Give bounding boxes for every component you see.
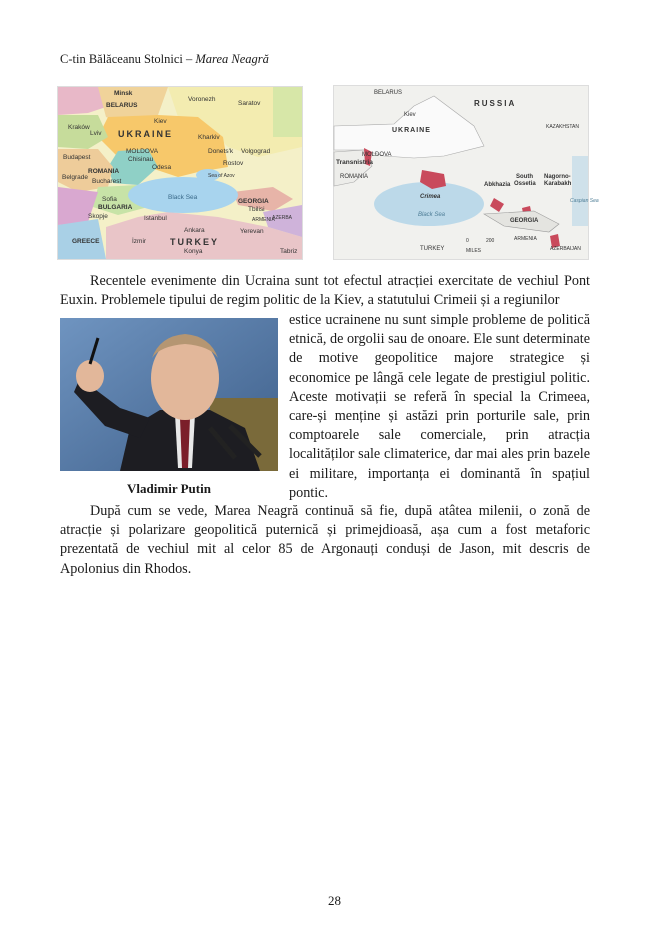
svg-text:Sofia: Sofia bbox=[102, 196, 117, 203]
svg-text:Bucharest: Bucharest bbox=[92, 178, 122, 185]
svg-text:Odesa: Odesa bbox=[152, 164, 172, 171]
svg-text:Istanbul: Istanbul bbox=[144, 215, 167, 222]
svg-text:TURKEY: TURKEY bbox=[170, 237, 220, 247]
svg-text:AZERBAIJAN: AZERBAIJAN bbox=[550, 246, 581, 252]
svg-text:BELARUS: BELARUS bbox=[374, 90, 403, 96]
svg-text:UKRAINE: UKRAINE bbox=[118, 129, 174, 139]
svg-text:MOLDOVA: MOLDOVA bbox=[126, 148, 159, 155]
svg-text:İzmir: İzmir bbox=[132, 238, 147, 245]
svg-text:Chisinau: Chisinau bbox=[128, 156, 154, 163]
svg-text:GEORGIA: GEORGIA bbox=[238, 198, 269, 205]
svg-text:Volgograd: Volgograd bbox=[241, 148, 271, 155]
svg-text:Kraków: Kraków bbox=[68, 124, 90, 131]
svg-text:RUSSIA: RUSSIA bbox=[474, 99, 517, 108]
svg-text:200: 200 bbox=[486, 238, 495, 244]
svg-text:Abkhazia: Abkhazia bbox=[484, 182, 511, 188]
svg-text:Donets'k: Donets'k bbox=[208, 148, 234, 155]
svg-text:UKRAINE: UKRAINE bbox=[392, 127, 431, 134]
page-number: 28 bbox=[328, 893, 341, 908]
svg-text:Karabakh: Karabakh bbox=[544, 181, 572, 187]
header-author: C-tin Bălăceanu Stolnici – bbox=[60, 52, 196, 66]
svg-text:Budapest: Budapest bbox=[63, 154, 91, 161]
svg-text:Tbilisi: Tbilisi bbox=[248, 206, 265, 213]
svg-text:Belgrade: Belgrade bbox=[62, 174, 89, 181]
paragraph-conclusion: După cum se vede, Marea Neagră continuă să fie, după atâtea milenii, o zonă de atracție și polarizare geopolitică puternică și primejdioasă, așa cum a fost metaforic prezentată de vechiul mit al celor 85 de Argonauți conduși de Jason, mit descris de Apolonius din Rhodos. bbox=[60, 503, 590, 577]
svg-text:Kharkiv: Kharkiv bbox=[198, 134, 220, 141]
svg-text:ROMANIA: ROMANIA bbox=[88, 168, 120, 175]
svg-text:ARMENIA: ARMENIA bbox=[514, 236, 537, 242]
svg-text:Saratov: Saratov bbox=[238, 100, 261, 107]
map-frozen-conflicts bbox=[334, 86, 599, 259]
svg-text:Rostov: Rostov bbox=[223, 160, 244, 167]
portrait-photo bbox=[60, 318, 278, 471]
svg-text:Ankara: Ankara bbox=[184, 227, 205, 234]
svg-text:ARMENIA: ARMENIA bbox=[252, 217, 275, 223]
paragraph-intro: Recentele evenimente din Ucraina sunt tot efectul atracției exercitate de vechiul Pont Euxin. Problemele tipului de regim politic de la Kiev, a statutului Crimeii și a regiunilor bbox=[60, 273, 590, 309]
svg-text:MOLDOVA: MOLDOVA bbox=[362, 152, 392, 158]
svg-text:Kiev: Kiev bbox=[404, 112, 416, 118]
svg-text:South: South bbox=[516, 174, 533, 180]
map-black-sea-region bbox=[58, 87, 302, 259]
svg-text:Voronezh: Voronezh bbox=[188, 96, 216, 103]
svg-text:BULGARIA: BULGARIA bbox=[98, 204, 133, 211]
svg-text:ROMANIA: ROMANIA bbox=[340, 174, 369, 180]
svg-text:Lviv: Lviv bbox=[90, 130, 102, 137]
svg-text:GREECE: GREECE bbox=[72, 238, 100, 245]
svg-text:BELARUS: BELARUS bbox=[106, 102, 138, 109]
svg-text:TURKEY: TURKEY bbox=[420, 246, 445, 252]
svg-text:Minsk: Minsk bbox=[114, 90, 133, 97]
svg-text:0: 0 bbox=[466, 238, 469, 244]
paragraph-crimea: estice ucrainene nu sunt simple probleme de politică etnică, de orgolii sau de onoare. Ele sunt determinate de motive geopolitice majore strategice și economice pe lângă cele legate de prestigiul politic. Aceste motivații se referă în special la Crimeea, care-și menține și astăzi prin porturile sale, prin comptoarele sale comerciale, prin atracția localităților sale climaterice, dar mai ales prin bazele ei militare, importanța ei dominantă în spațiul pontic. bbox=[289, 312, 590, 501]
svg-text:Ossetia: Ossetia bbox=[514, 181, 536, 187]
svg-text:Yerevan: Yerevan bbox=[240, 228, 264, 235]
svg-text:Caspian Sea: Caspian Sea bbox=[570, 198, 599, 204]
header-book-title: Marea Neagră bbox=[195, 52, 269, 66]
svg-text:Transnistria: Transnistria bbox=[336, 159, 373, 166]
svg-text:Skopje: Skopje bbox=[88, 213, 108, 220]
svg-text:Black Sea: Black Sea bbox=[418, 212, 446, 218]
svg-text:Nagorno-: Nagorno- bbox=[544, 174, 571, 180]
svg-text:KAZAKHSTAN: KAZAKHSTAN bbox=[546, 124, 579, 130]
svg-text:Crimea: Crimea bbox=[420, 194, 441, 200]
svg-text:Sea of Azov: Sea of Azov bbox=[208, 173, 235, 179]
svg-text:Konya: Konya bbox=[184, 248, 203, 255]
svg-text:MILES: MILES bbox=[466, 248, 482, 254]
svg-text:AZERBA: AZERBA bbox=[272, 215, 293, 221]
running-header bbox=[60, 52, 269, 67]
svg-text:Kiev: Kiev bbox=[154, 118, 167, 125]
svg-text:GEORGIA: GEORGIA bbox=[510, 218, 539, 224]
svg-text:Black Sea: Black Sea bbox=[168, 194, 198, 201]
svg-text:Tabriz: Tabriz bbox=[280, 248, 298, 255]
photo-caption: Vladimir Putin bbox=[127, 481, 211, 496]
